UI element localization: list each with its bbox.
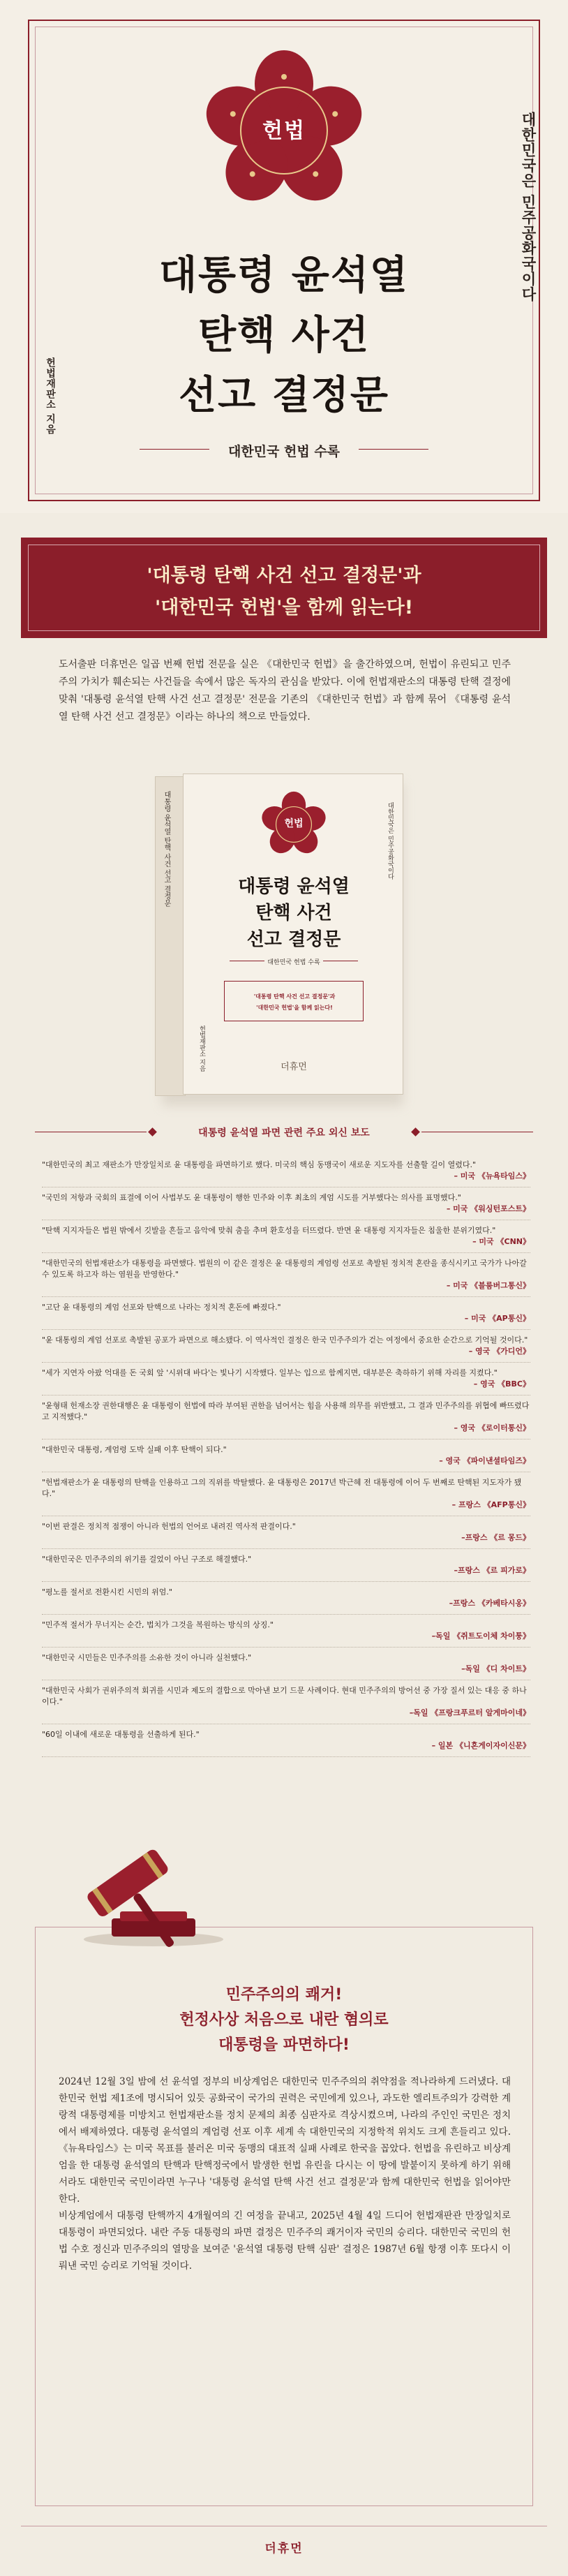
- quote-source: –프랑스 《르 몽드》: [461, 1533, 530, 1542]
- quote-text: "탄핵 지지자들은 법원 밖에서 깃발을 흔들고 음악에 맞춰 춤을 추며 환호성을 터뜨렸다. 반면 윤 대통령 지지자들은 침울한 분위기였다.": [42, 1226, 496, 1235]
- quote-text: "고단 윤 대통령의 계엄 선포와 탄핵으로 나라는 정치적 혼돈에 빠졌다.": [42, 1303, 281, 1312]
- quote-source: – 영국 《파이낸셜타임즈》: [439, 1456, 530, 1465]
- press-quote: [42, 1615, 530, 1648]
- cover-title-line-3: 선고 결정문: [179, 373, 389, 418]
- declaration-paragraph-2: 비상계엄에서 대통령 탄핵까지 4개월여의 긴 여정을 끝내고, 2025년 4월 4일 드디어 헌법재판관 만장일치로 대통령이 파면되었다. 내란 주동 대통령의 파면 결정은 민주주의 쾌거이자 국민의 승리다. 대한민국 국민의 헌법 수호 정신과 민주주의의 열망을 보여준 '윤석열 대통령 탄핵 심판' 결정은 1987년 6월 항쟁 이후 또다시 이뤄낸 국민 승리로 기억될 것이다.: [59, 2210, 511, 2272]
- quote-source: – 미국 《뉴욕타임스》: [454, 1171, 530, 1180]
- intro-paragraph: 도서출판 더휴먼은 일곱 번째 헌법 전문을 실은 《대한민국 헌법》을 출간하였으며, 헌법이 유린되고 민주주의 가치가 훼손되는 사건들을 속에서 많은 독자의 관심을 받았다. 이에 헌법재판소의 대통령 탄핵 결정에 맞춰 '대통령 윤석열 탄핵 사건 선고 결정문' 전문을 기존의 《대한민국 헌법》과 함께 묶어 《대통령 윤석열 탄핵 사건 선고 결정문》이라는 하나의 책으로 만들었다.: [59, 659, 511, 723]
- quote-text: "대한민국은 민주주의의 위기를 걸었이 아닌 구조로 해결했다.": [42, 1555, 252, 1564]
- declaration-headline-2: 헌정사상 처음으로 내란 혐의로: [179, 2011, 389, 2029]
- declaration-headline-1: 민주주의의 쾌거!: [225, 1986, 343, 2004]
- quote-source: – 영국 《로이터통신》: [454, 1423, 530, 1433]
- quote-text: "대한민국의 헌법재판소가 대통령을 파면했다. 법원의 이 같은 결정은 윤 대통령의 계엄령 선포로 촉발된 정치적 혼란을 종식시키고 국가가 나아갈 수 있도록 하고자 하는 염원을 반영한다.": [42, 1259, 527, 1279]
- quote-source: – 미국 《CNN》: [472, 1237, 530, 1246]
- book-spine: [155, 776, 186, 1096]
- book-vertical-slogan: 대한민국은 민주공화국이다: [387, 802, 394, 880]
- press-quote: [42, 1330, 530, 1363]
- gavel-icon: [56, 1836, 237, 1948]
- declaration-paragraph-1: 2024년 12월 3일 밤에 선 윤석열 정부의 비상계엄은 대한민국 민주주의의 취약점을 적나라하게 드러냈다. 대한민국 헌법 제1조에 명시되어 있듯 공화국이 국가의 권력은 국민에게 있으나, 과도한 엘리트주의가 강력한 계랑적 대통령제를 미방치고 헌법재판소를 정치 문제의 최종 심판자로 격상시켰으며, 나라의 주인인 국민은 정치에서 배제하였다. 대통령 윤석열의 계엄령 선포 이후 세계 속 대한민국의 지정학적 위치도 크게 흔들리고 있다. 《뉴욕타임스》는 미국 목표를 불러온 미국 동맹의 대표적 실패 사례로 한국을 꼽았다. 헌법을 유린하고 비상계엄을 한 대통령 윤석열의 탄핵과 탄핵정국에서 발생한 헌법 유린을 다시는 이 땅에 발붙이지 못하게 하기 위해서라도 대한민국 국민이라면 누구나 '대통령 윤석열 탄핵 사건 선고 결정문'과 함께 대한민국 헌법을 읽어야만 한다.: [59, 2076, 511, 2205]
- declaration-headline-3: 대통령을 파면하다!: [218, 2036, 350, 2054]
- quote-source: – 일본 《니혼게이자이신문》: [431, 1741, 530, 1750]
- book-tagline-2: '대한민국 헌법'을 함께 읽는다!: [256, 1005, 333, 1011]
- quote-text: "민주적 절서가 무너지는 순간, 법치가 그것을 복원하는 방식의 상징.": [42, 1620, 274, 1629]
- quote-source: – 미국 《블룸버그통신》: [446, 1281, 530, 1290]
- cover-vertical-slogan: 대한민국은 민주공화국이다: [520, 112, 537, 302]
- banner-line-1: '대통령 탄핵 사건 선고 결정문'과: [147, 565, 421, 586]
- quote-text: "윤형태 헌재소장 권한대행은 윤 대통령이 헌법에 따라 부여된 권한을 넘어서는 힘을 사용해 의무를 위반했고, 그 결과 민주주의를 위협에 빠뜨렸다고 지적했다.": [42, 1401, 530, 1421]
- quote-text: "60일 이내에 새로운 대통령을 선출하게 된다.": [42, 1730, 200, 1739]
- quote-source: –독일 《프랑크푸르터 알게마이네》: [409, 1708, 530, 1717]
- quote-text: "평노를 절서로 전환시킨 시민의 위엄.": [42, 1587, 172, 1597]
- press-quote: [42, 1253, 530, 1297]
- cover-section: [0, 0, 568, 513]
- press-quote: [42, 1187, 530, 1220]
- quote-text: "대한민국 대통령, 계엄령 도박 실패 이후 탄핵이 되다.": [42, 1445, 227, 1454]
- book-subtitle: 대한민국 헌법 수록: [267, 959, 320, 966]
- book-title-line-3: 선고 결정문: [246, 929, 341, 950]
- press-quote: [42, 1680, 530, 1724]
- press-quote: [42, 1439, 530, 1472]
- quote-source: –프랑스 《카베타시옹》: [449, 1599, 530, 1608]
- press-section-title: 대통령 윤석열 파면 관련 주요 외신 보도: [198, 1127, 370, 1139]
- publisher-logo: 더휴먼: [264, 2542, 304, 2556]
- press-quote: [42, 1155, 530, 1187]
- cover-subtitle-wrap: [112, 441, 456, 458]
- declaration-body: [59, 2073, 511, 2274]
- headline-banner: [21, 538, 547, 638]
- book-tagline-1: '대통령 탄핵 사건 선고 결정문'과: [253, 993, 336, 1000]
- press-quote: [42, 1648, 530, 1680]
- press-quote-list: [42, 1155, 530, 1757]
- cover-title-line-2: 탄핵 사건: [198, 313, 370, 358]
- book-spine-title: 대통령 윤석열 탄핵 사건 선고 결정문: [163, 791, 170, 907]
- quote-text: "대한민국 사회가 권위주의적 회귀를 시민과 제도의 결합으로 막아낸 보기 드문 사례이다. 현대 민주주의의 방어선 중 가장 질서 있는 대응 중 하나이다.": [42, 1686, 527, 1706]
- mugunghwa-emblem-icon: [260, 791, 327, 858]
- cover-author: 헌법재판소 지음: [45, 357, 56, 435]
- quote-text: "이번 판결은 정치적 점쟁이 아니라 헌법의 언어로 내려진 역사적 판결이다.": [42, 1522, 296, 1531]
- press-quote: [42, 1396, 530, 1439]
- quote-text: "윤 대통령의 계엄 선포로 촉발된 공포가 파면으로 해소됐다. 이 역사적인 결정은 한국 민주주의가 걷는 여정에서 중요한 순간으로 기억될 것이다.": [42, 1335, 528, 1345]
- banner-line-2: '대한민국 헌법'을 함께 읽는다!: [154, 597, 414, 619]
- press-quote: [42, 1582, 530, 1615]
- book-title-line-1: 대통령 윤석열: [238, 876, 350, 897]
- quote-text: "대한민국 시민들은 민주주의를 소유한 것이 아니라 실천했다.": [42, 1653, 252, 1662]
- quote-source: –독일 《디 차이트》: [461, 1664, 530, 1673]
- press-quote: [42, 1472, 530, 1516]
- cover-subtitle: 대한민국 헌법 수록: [227, 444, 341, 459]
- quote-text: "헌법재판소가 윤 대통령의 탄핵을 인용하고 그의 직위를 박탈했다. 윤 대통령은 2017년 박근혜 전 대통령에 이어 두 번째로 탄핵된 지도자가 됐다.": [42, 1478, 522, 1498]
- mugunghwa-emblem-icon: [202, 49, 366, 212]
- quote-source: – 미국 《AP통신》: [464, 1314, 530, 1323]
- book-emblem-label: 헌법: [284, 818, 304, 829]
- quote-source: – 프랑스 《AFP통신》: [451, 1500, 530, 1509]
- quote-text: "세가 지연자 아팠 억대를 돈 국회 앞 '시위대 바다'는 빛나기 시작했다. 일부는 입으로 함께지면, 대부분은 축하하기 위해 자리를 지켰다.": [42, 1368, 498, 1377]
- quote-source: –독일 《쥐트도이체 차이퉁》: [431, 1631, 530, 1641]
- emblem-label: 헌법: [262, 119, 306, 143]
- press-quote: [42, 1297, 530, 1330]
- book-author: 헌법재판소 지음: [198, 1026, 205, 1072]
- book-publisher-logo: 더휴먼: [281, 1062, 307, 1072]
- quote-source: – 미국 《워싱턴포스트》: [446, 1204, 530, 1213]
- press-section-header: [35, 1124, 533, 1141]
- book-cover-image: [183, 773, 403, 1095]
- quote-source: –프랑스 《르 피가로》: [454, 1566, 530, 1575]
- press-quote: [42, 1549, 530, 1582]
- press-quote: [42, 1516, 530, 1549]
- press-quote: [42, 1724, 530, 1757]
- quote-source: – 영국 《BBC》: [473, 1379, 530, 1389]
- quote-text: "대한민국의 최고 재판소가 만장일치로 윤 대통령을 파면하기로 했다. 미국의 핵심 동맹국이 새로운 지도자를 선출할 길이 열렸다.": [42, 1160, 477, 1169]
- book-title-line-2: 탄핵 사건: [255, 903, 332, 924]
- book-tagline-box: [224, 981, 364, 1021]
- quote-source: – 영국 《가디언》: [468, 1347, 530, 1356]
- quote-text: "국민의 저항과 국회의 표결에 이어 사법부도 윤 대통령이 행한 민주와 이후 최초의 계엄 시도를 거부했다는 의사를 표명했다.": [42, 1193, 461, 1202]
- cover-title-line-1: 대통령 윤석열: [158, 253, 410, 298]
- press-quote: [42, 1363, 530, 1396]
- press-quote: [42, 1220, 530, 1253]
- divider-line: [359, 449, 428, 450]
